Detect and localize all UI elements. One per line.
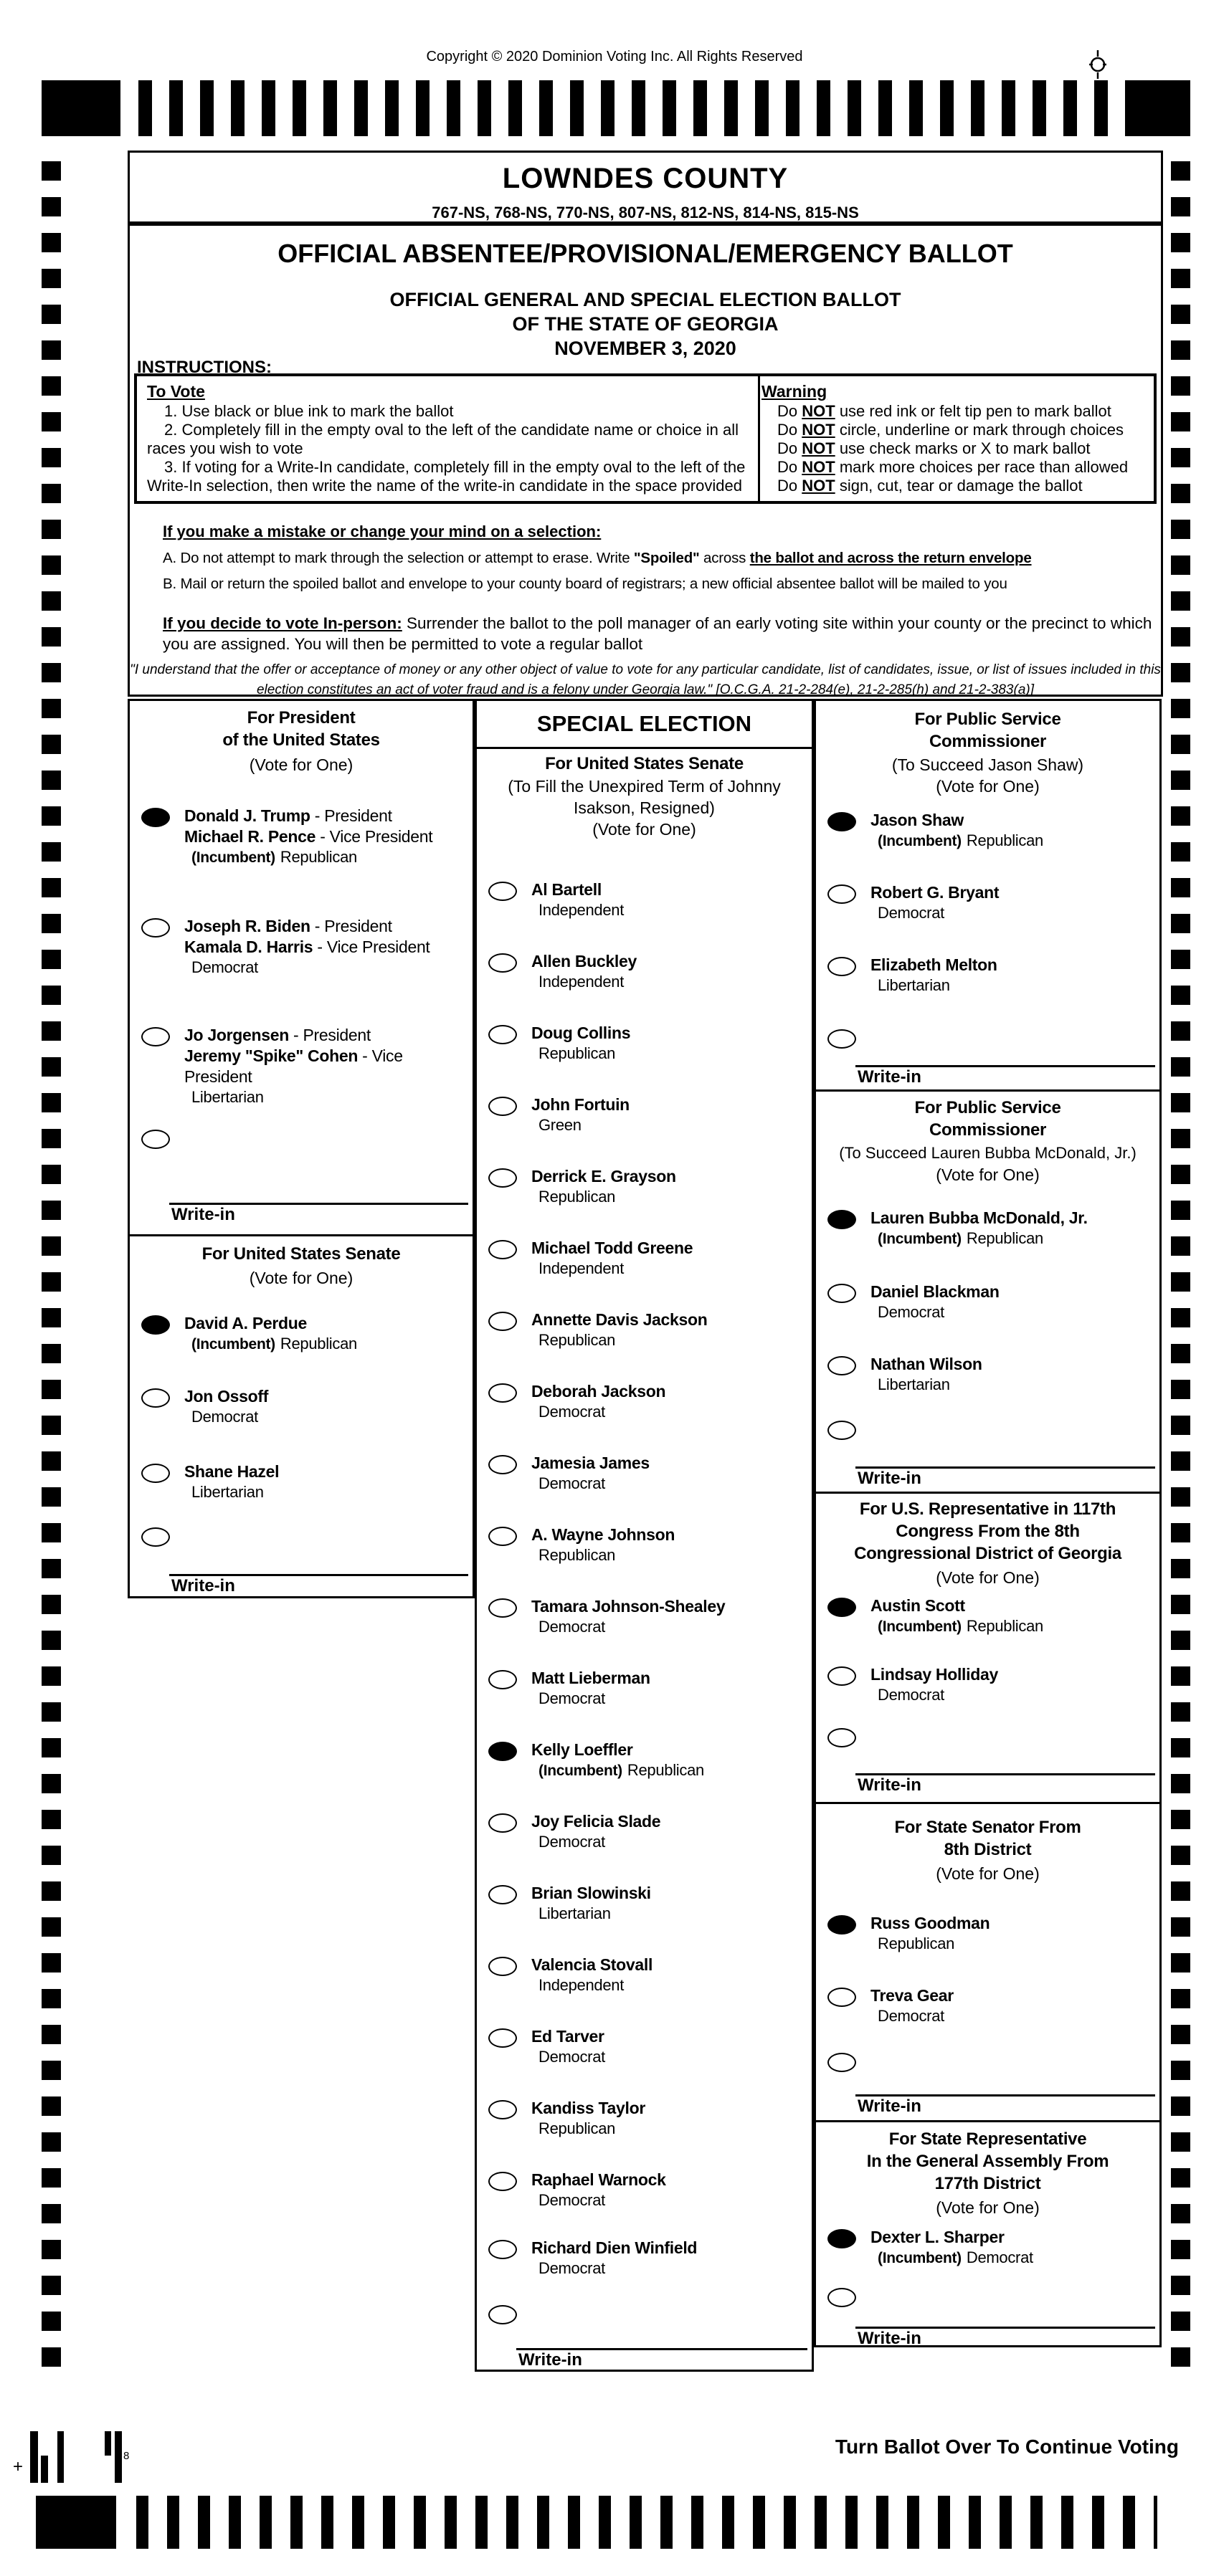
ballot-oval[interactable] xyxy=(488,2100,517,2119)
ballot-oval[interactable] xyxy=(488,1885,517,1904)
turn-ballot-over-note: Turn Ballot Over To Continue Voting xyxy=(835,2436,1179,2458)
ballot-oval[interactable] xyxy=(827,1915,856,1935)
contest-title-president: For President of the United States xyxy=(222,708,380,750)
write-in-label: Write-in xyxy=(858,1775,921,1795)
candidate-row-trump-pence: Donald J. Trump - President Michael R. Pence - Vice President (Incumbent) Republican xyxy=(141,806,470,867)
vote-for-instruction: (Vote for One) xyxy=(936,1864,1040,1883)
write-in-label: Write-in xyxy=(858,2096,921,2116)
to-vote-title: To Vote xyxy=(147,382,205,401)
ballot-oval[interactable] xyxy=(488,1670,517,1689)
candidate-row-stovall: Valencia Stovall Independent xyxy=(488,1955,809,1995)
ballot-oval[interactable] xyxy=(141,1315,170,1335)
county-header-box xyxy=(128,151,1163,224)
candidate-row-slade: Joy Felicia Slade Democrat xyxy=(488,1811,809,1852)
vote-for-instruction: (Vote for One) xyxy=(936,1568,1040,1587)
candidate-row-mcdonald: Lauren Bubba McDonald, Jr. (Incumbent) Republican xyxy=(827,1208,1157,1249)
candidate-row-warnock: Raphael Warnock Democrat xyxy=(488,2170,809,2210)
contest-divider xyxy=(816,2120,1159,2122)
timing-marks-bottom-row xyxy=(136,2496,1157,2549)
candidate-row-johnson-shealey: Tamara Johnson-Shealey Democrat xyxy=(488,1596,809,1637)
county-title: LOWNDES COUNTY xyxy=(502,163,789,194)
vote-for-instruction: (Vote for One) xyxy=(936,1165,1040,1184)
registration-plus-mark: + xyxy=(13,2457,24,2476)
special-election-banner: SPECIAL ELECTION xyxy=(477,701,812,749)
vote-for-instruction: (Vote for One) xyxy=(592,820,696,839)
warning-item: Do NOT sign, cut, tear or damage the ballot xyxy=(777,477,1083,495)
candidate-row-goodman: Russ Goodman Republican xyxy=(827,1913,1157,1954)
warning-item: Do NOT circle, underline or mark through choices xyxy=(777,421,1124,439)
election-title-line1: OFFICIAL GENERAL AND SPECIAL ELECTION BALLOT xyxy=(389,289,901,310)
mistake-step-b: B. Mail or return the spoiled ballot and envelope to your county board of registrars; a new official absentee ballot will be mailed to you xyxy=(163,576,1007,592)
registration-crosshair-icon xyxy=(1084,50,1111,79)
candidate-row-collins: Doug Collins Republican xyxy=(488,1023,809,1064)
ballot-oval[interactable] xyxy=(827,2229,856,2248)
contest-column-middle xyxy=(475,699,814,2372)
election-title-line2: OF THE STATE OF GEORGIA xyxy=(512,313,779,335)
write-in-oval[interactable] xyxy=(141,1527,170,1547)
contest-divider xyxy=(816,1492,1159,1494)
ballot-oval[interactable] xyxy=(488,2172,517,2191)
candidate-row-grayson: Derrick E. Grayson Republican xyxy=(488,1166,809,1207)
write-in-oval[interactable] xyxy=(827,1029,856,1049)
ballot-oval[interactable] xyxy=(488,1455,517,1474)
ballot-oval[interactable] xyxy=(488,1383,517,1403)
instructions-box xyxy=(128,224,1163,697)
candidate-row-johnson: A. Wayne Johnson Republican xyxy=(488,1525,809,1565)
candidate-row-hazel: Shane Hazel Libertarian xyxy=(141,1461,470,1502)
stub-bar xyxy=(30,2431,38,2483)
write-in-oval-row xyxy=(141,1127,470,1149)
timing-marks-right-column xyxy=(1171,161,1190,2367)
candidate-row-perdue: David A. Perdue (Incumbent) Republican xyxy=(141,1313,470,1354)
candidate-row-lieberman: Matt Lieberman Democrat xyxy=(488,1668,809,1709)
to-vote-item: 3. If voting for a Write-In candidate, completely fill in the empty oval to the left of the Write-In selection, then write the name of the write-in candidate in the space provided xyxy=(147,458,746,495)
contest-column-left xyxy=(128,699,475,1598)
ballot-oval[interactable] xyxy=(827,1666,856,1686)
candidate-row-davis-jackson: Annette Davis Jackson Republican xyxy=(488,1310,809,1350)
candidate-row-tarver: Ed Tarver Democrat xyxy=(488,2026,809,2067)
vote-for-instruction: (Vote for One) xyxy=(936,777,1040,796)
contest-column-right xyxy=(814,699,1162,2347)
candidate-row-james: Jamesia James Democrat xyxy=(488,1453,809,1494)
contest-title-psc-mcdonald: For Public Service Commissioner xyxy=(914,1098,1061,1140)
timing-mark-bottom-left-cap xyxy=(36,2496,116,2549)
timing-marks-top-row xyxy=(138,80,1128,136)
timing-mark-top-left-cap xyxy=(42,80,120,136)
mistake-step-a: A. Do not attempt to mark through the selection or attempt to erase. Write "Spoiled" across the ballot and across the return envelope xyxy=(163,550,1032,566)
write-in-oval[interactable] xyxy=(488,2305,517,2324)
timing-marks-left-column xyxy=(42,161,61,2367)
ballot-oval[interactable] xyxy=(141,1027,170,1046)
ballot-oval[interactable] xyxy=(827,1988,856,2007)
timing-mark-top-right-cap xyxy=(1128,80,1190,136)
write-in-oval[interactable] xyxy=(827,1421,856,1440)
contest-title-us-rep: For U.S. Representative in 117th Congress From the 8th Congressional District of Georgia xyxy=(854,1499,1121,1563)
warning-item: Do NOT use check marks or X to mark ballot xyxy=(777,439,1091,457)
write-in-label: Write-in xyxy=(518,2350,582,2370)
write-in-oval-row xyxy=(827,1726,1157,1747)
mistake-title: If you make a mistake or change your mind on a selection: xyxy=(163,523,602,540)
ballot-oval[interactable] xyxy=(827,884,856,904)
candidate-row-taylor: Kandiss Taylor Republican xyxy=(488,2098,809,2139)
contest-subtitle: (To Succeed Jason Shaw) xyxy=(891,755,1084,774)
contest-title-psc-shaw: For Public Service Commissioner xyxy=(914,710,1061,751)
candidate-row-holliday: Lindsay Holliday Democrat xyxy=(827,1664,1157,1705)
candidate-row-gear: Treva Gear Democrat xyxy=(827,1985,1157,2026)
candidate-row-wilson: Nathan Wilson Libertarian xyxy=(827,1354,1157,1395)
contest-subtitle: (To Fill the Unexpired Term of Johnny xyxy=(508,777,781,796)
stub-bar xyxy=(105,2431,111,2456)
ballot-oval[interactable] xyxy=(488,1168,517,1188)
candidate-row-buckley: Allen Buckley Independent xyxy=(488,951,809,992)
vote-in-person-note: If you decide to vote In-person: Surrender the ballot to the poll manager of an early voting site within your county or the precinct to which you are assigned. You will then be permitted to vote a regular ballot xyxy=(163,614,1152,653)
to-vote-item: 1. Use black or blue ink to mark the ballot xyxy=(164,402,454,420)
stub-bar xyxy=(57,2431,64,2483)
vote-for-instruction: (Vote for One) xyxy=(936,2198,1040,2217)
write-in-oval[interactable] xyxy=(827,2288,856,2307)
warning-title: Warning xyxy=(761,382,827,401)
write-in-oval[interactable] xyxy=(827,2053,856,2072)
ballot-oval[interactable] xyxy=(488,1240,517,1259)
write-in-oval-row xyxy=(827,1418,1157,1440)
contest-divider xyxy=(816,1802,1159,1804)
ballot-oval[interactable] xyxy=(488,1312,517,1331)
candidate-row-bartell: Al Bartell Independent xyxy=(488,879,809,920)
contest-title-us-senate-special: For United States Senate xyxy=(545,754,744,773)
ballot-oval[interactable] xyxy=(488,953,517,973)
write-in-label: Write-in xyxy=(858,2329,921,2348)
write-in-oval[interactable] xyxy=(827,1728,856,1747)
candidate-row-greene: Michael Todd Greene Independent xyxy=(488,1238,809,1279)
stub-digit: 8 xyxy=(123,2450,130,2462)
election-title-line3: NOVEMBER 3, 2020 xyxy=(554,338,736,359)
stub-bar xyxy=(115,2431,122,2483)
copyright-line: Copyright © 2020 Dominion Voting Inc. All Rights Reserved xyxy=(426,49,803,65)
ballot-oval[interactable] xyxy=(488,1097,517,1116)
contest-title-us-senate: For United States Senate xyxy=(201,1244,401,1264)
candidate-row-fortuin: John Fortuin Green xyxy=(488,1094,809,1135)
candidate-row-shaw: Jason Shaw (Incumbent) Republican xyxy=(827,810,1157,851)
to-vote-cell xyxy=(137,376,760,501)
candidate-row-winfield: Richard Dien Winfield Democrat xyxy=(488,2238,809,2279)
ballot-oval[interactable] xyxy=(488,1742,517,1761)
write-in-oval-row xyxy=(827,2051,1157,2072)
oath-line2: election constitutes an act of voter fraud and is a felony under Georgia law." [O.C.G.A. 21-2-284(e), 21-2-285(h) and 21-2-383(a)] xyxy=(256,682,1034,697)
ballot-oval[interactable] xyxy=(827,812,856,831)
ballot-oval[interactable] xyxy=(827,1284,856,1303)
write-in-oval-row xyxy=(141,1525,470,1547)
warning-item: Do NOT mark more choices per race than allowed xyxy=(777,458,1129,476)
ballot-oval[interactable] xyxy=(827,1598,856,1617)
candidate-row-biden-harris: Joseph R. Biden - President Kamala D. Harris - Vice President Democrat xyxy=(141,916,470,978)
vote-for-instruction: (Vote for One) xyxy=(249,1269,353,1287)
candidate-row-ossoff: Jon Ossoff Democrat xyxy=(141,1386,470,1427)
write-in-oval-row xyxy=(827,1027,1157,1049)
contest-divider xyxy=(816,1089,1159,1092)
ballot-oval[interactable] xyxy=(488,1957,517,1976)
candidate-row-sharper: Dexter L. Sharper (Incumbent) Democrat xyxy=(827,2227,1157,2268)
ballot-oval[interactable] xyxy=(827,1210,856,1229)
candidate-row-deborah-jackson: Deborah Jackson Democrat xyxy=(488,1381,809,1422)
write-in-oval[interactable] xyxy=(141,1130,170,1149)
ballot-oval[interactable] xyxy=(827,957,856,976)
ballot-title: OFFICIAL ABSENTEE/PROVISIONAL/EMERGENCY BALLOT xyxy=(277,239,1013,268)
write-in-label: Write-in xyxy=(858,1067,921,1087)
candidate-row-scott: Austin Scott (Incumbent) Republican xyxy=(827,1595,1157,1636)
to-vote-warning-box xyxy=(134,373,1157,504)
ballot-oval[interactable] xyxy=(488,882,517,901)
contest-subtitle: Isakson, Resigned) xyxy=(574,798,715,817)
write-in-label: Write-in xyxy=(858,1469,921,1488)
instructions-label: INSTRUCTIONS: xyxy=(137,358,272,377)
write-in-oval-row xyxy=(488,2303,809,2324)
candidate-row-blackman: Daniel Blackman Democrat xyxy=(827,1282,1157,1322)
ballot-oval[interactable] xyxy=(141,918,170,938)
ballot-oval[interactable] xyxy=(141,1388,170,1408)
ballot-oval[interactable] xyxy=(488,1813,517,1833)
ballot-oval[interactable] xyxy=(488,1025,517,1044)
precinct-list: 767-NS, 768-NS, 770-NS, 807-NS, 812-NS, 814-NS, 815-NS xyxy=(432,204,859,221)
candidate-row-melton: Elizabeth Melton Libertarian xyxy=(827,955,1157,996)
ballot-oval[interactable] xyxy=(488,2240,517,2259)
write-in-oval-row xyxy=(827,2286,1157,2307)
contest-title-state-rep: For State Representative In the General Assembly From 177th District xyxy=(866,2129,1109,2193)
write-in-label: Write-in xyxy=(171,1205,235,1224)
ballot-oval[interactable] xyxy=(141,808,170,827)
ballot-oval[interactable] xyxy=(141,1464,170,1483)
contest-divider xyxy=(130,1234,473,1236)
candidate-row-jorgensen-cohen: Jo Jorgensen - President Jeremy "Spike" Cohen - Vice President Libertarian xyxy=(141,1025,470,1107)
contest-title-state-senator: For State Senator From 8th District xyxy=(894,1818,1081,1859)
oath-line1: "I understand that the offer or acceptance of money or any other object of value to vote for any particular candidate, list of candidates, issue, or list of issues included in this xyxy=(130,662,1161,677)
contest-subtitle: (To Succeed Lauren Bubba McDonald, Jr.) xyxy=(839,1144,1137,1162)
ballot-oval[interactable] xyxy=(488,1598,517,1618)
stub-bar xyxy=(41,2456,48,2483)
to-vote-item: 2. Completely fill in the empty oval to the left of the candidate name or choice in all races you wish to vote xyxy=(147,421,739,457)
write-in-label: Write-in xyxy=(171,1576,235,1595)
ballot-oval[interactable] xyxy=(488,2028,517,2048)
ballot-oval[interactable] xyxy=(827,1356,856,1375)
candidate-row-slowinski: Brian Slowinski Libertarian xyxy=(488,1883,809,1924)
candidate-row-bryant: Robert G. Bryant Democrat xyxy=(827,882,1157,923)
vote-for-instruction: (Vote for One) xyxy=(249,755,353,774)
warning-cell xyxy=(750,376,1154,501)
ballot-oval[interactable] xyxy=(488,1527,517,1546)
warning-item: Do NOT use red ink or felt tip pen to mark ballot xyxy=(777,402,1111,420)
candidate-row-loeffler: Kelly Loeffler (Incumbent) Republican xyxy=(488,1740,809,1780)
